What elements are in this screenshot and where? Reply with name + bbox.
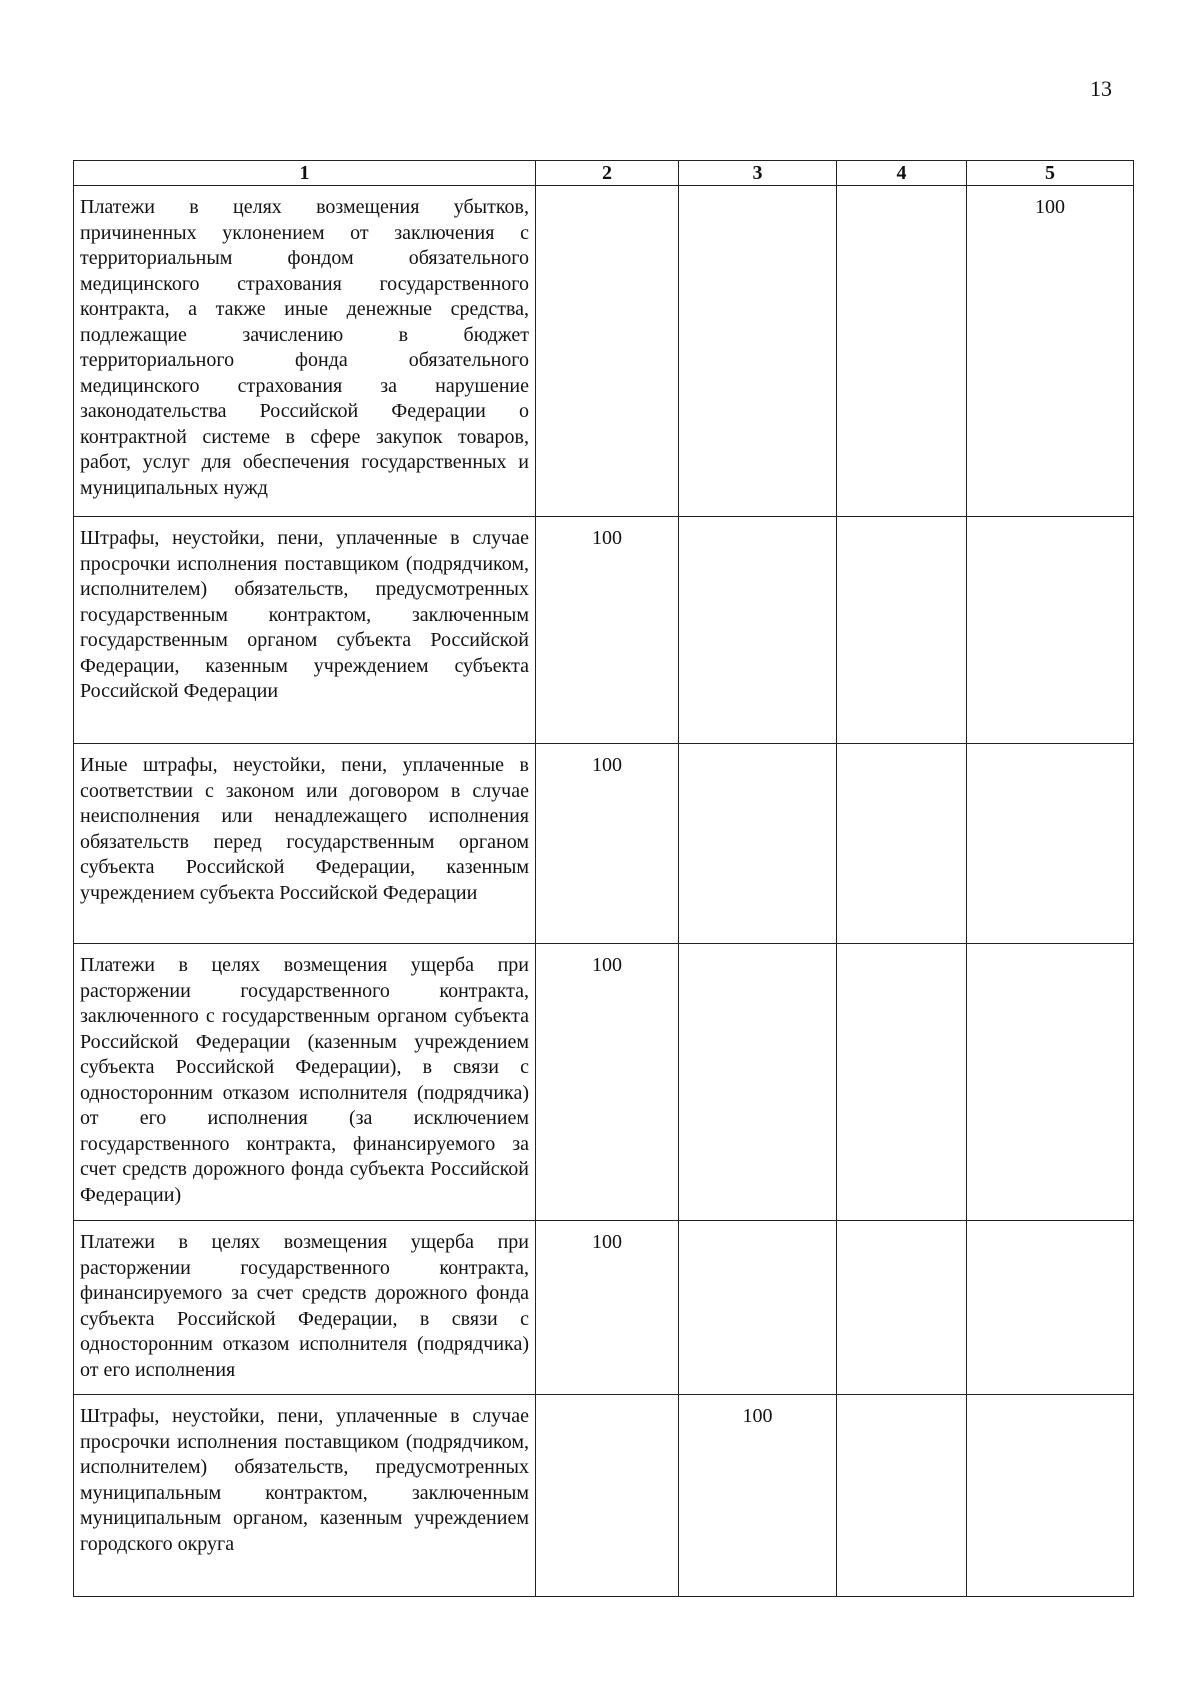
row-description: Платежи в целях возмещения ущерба при расторжении государственного контракта, заключенного с государственным органом субъекта Российской Федерации (казенным учреждением субъекта Российской Федерации), в связи с односторонним отказом исполнителя (подрядчика) от его исполнения (за исключением государственного контракта, финансируемого за счет средств дорожного фонда субъекта Российской Федерации) [74, 944, 536, 1221]
row-value-col-4 [837, 944, 967, 1221]
row-value-col-2 [536, 186, 679, 517]
row-value-col-3 [679, 186, 837, 517]
row-value-col-5 [967, 944, 1134, 1221]
table-row [74, 1221, 1134, 1395]
row-description: Иные штрафы, неустойки, пени, уплаченные в соответствии с законом или договором в случае неисполнения или ненадлежащего исполнения обязательств перед государственным органом субъекта Российской Федерации, казенным учреждением субъекта Российской Федерации [74, 744, 536, 944]
row-value-col-5 [967, 1221, 1134, 1395]
row-value-col-5 [967, 744, 1134, 944]
row-value-col-4 [837, 186, 967, 517]
row-value-col-3 [679, 517, 837, 744]
row-value-col-3 [679, 1221, 837, 1395]
table-row [74, 186, 1134, 517]
row-value-col-4 [837, 517, 967, 744]
header-col-3: 3 [679, 161, 837, 186]
row-value-col-5 [967, 517, 1134, 744]
row-value-col-5 [967, 1395, 1134, 1597]
row-value-col-2 [536, 1395, 679, 1597]
row-description: Платежи в целях возмещения ущерба при расторжении государственного контракта, финансируемого за счет средств дорожного фонда субъекта Российской Федерации, в связи с односторонним отказом исполнителя (подрядчика) от его исполнения [74, 1221, 536, 1395]
row-value-col-4 [837, 1221, 967, 1395]
row-value-col-5: 100 [967, 186, 1134, 517]
row-value-col-4 [837, 1395, 967, 1597]
row-value-col-4 [837, 744, 967, 944]
header-col-2: 2 [536, 161, 679, 186]
table-row [74, 944, 1134, 1221]
row-value-col-2: 100 [536, 944, 679, 1221]
row-description: Штрафы, неустойки, пени, уплаченные в случае просрочки исполнения поставщиком (подрядчиком, исполнителем) обязательств, предусмотренных муниципальным контрактом, заключенным муниципальным органом, казенным учреждением городского округа [74, 1395, 536, 1597]
row-value-col-3: 100 [679, 1395, 837, 1597]
header-col-4: 4 [837, 161, 967, 186]
row-description: Штрафы, неустойки, пени, уплаченные в случае просрочки исполнения поставщиком (подрядчиком, исполнителем) обязательств, предусмотренных государственным контрактом, заключенным государственным органом субъекта Российской Федерации, казенным учреждением субъекта Российской Федерации [74, 517, 536, 744]
row-value-col-3 [679, 744, 837, 944]
table-row [74, 1395, 1134, 1597]
header-col-1: 1 [74, 161, 536, 186]
table-row [74, 517, 1134, 744]
revenue-distribution-table [73, 160, 1134, 1597]
page-number: 13 [1090, 76, 1112, 101]
row-value-col-2: 100 [536, 517, 679, 744]
table-row [74, 744, 1134, 944]
row-value-col-3 [679, 944, 837, 1221]
header-row [74, 161, 1134, 186]
row-description: Платежи в целях возмещения убытков, причиненных уклонением от заключения с территориальным фондом обязательного медицинского страхования государственного контракта, а также иные денежные средства, подлежащие зачислению в бюджет территориального фонда обязательного медицинского страхования за нарушение законодательства Российской Федерации о контрактной системе в сфере закупок товаров, работ, услуг для обеспечения государственных и муниципальных нужд [74, 186, 536, 517]
row-value-col-2: 100 [536, 744, 679, 944]
header-col-5: 5 [967, 161, 1134, 186]
row-value-col-2: 100 [536, 1221, 679, 1395]
